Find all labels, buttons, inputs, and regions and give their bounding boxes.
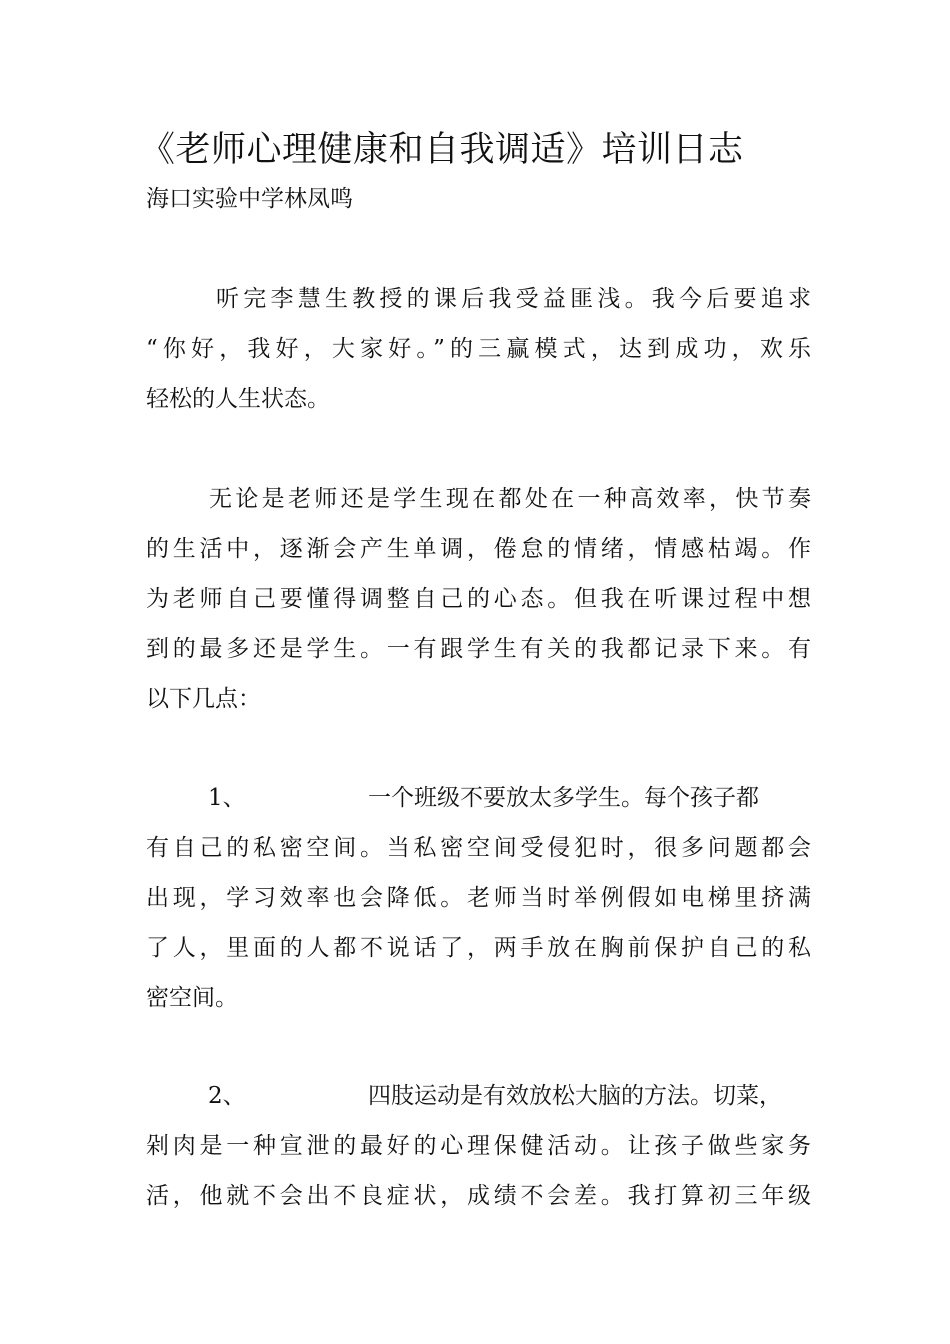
paragraph-context [146,474,811,724]
list-item-text: 一个班级不要放太多学生。每个孩子都 [368,785,759,811]
list-item-1 [146,773,811,1023]
list-item-first-line [146,1071,811,1121]
list-item-2 [146,1071,811,1221]
paragraph-intro [146,274,811,424]
paragraph-line: 无论是老师还是学生现在都处在一种高效率，快节奏 [209,486,811,512]
list-item-first-line [146,773,811,823]
paragraph-line: 剁肉是一种宣泄的最好的心理保健活动。让孩子做些家务 [146,1133,811,1159]
list-item-number: 1、 [208,785,246,811]
list-item-number: 2、 [208,1083,246,1109]
document-title: 《老师心理健康和自我调适》培训日志 [140,130,744,170]
paragraph-line: 听完李慧生教授的课后我受益匪浅。我今后要追求 [216,286,811,312]
paragraph-line: 活，他就不会出不良症状，成绩不会差。我打算初三年级 [146,1183,811,1209]
paragraph-line: 轻松的人生状态。 [146,386,330,412]
paragraph-line: 到的最多还是学生。一有跟学生有关的我都记录下来。有 [146,636,811,662]
paragraph-line: 密空间。 [146,985,238,1011]
list-item-text: 四肢运动是有效放松大脑的方法。切菜， [368,1083,782,1109]
paragraph-line: 出现，学习效率也会降低。老师当时举例假如电梯里挤满 [146,885,811,911]
paragraph-line: “你好，我好，大家好。”的三赢模式，达到成功，欢乐 [146,336,811,362]
paragraph-line: 的生活中，逐渐会产生单调，倦怠的情绪，情感枯竭。作 [146,536,811,562]
paragraph-line: 以下几点： [146,686,261,712]
paragraph-line: 了人，里面的人都不说话了，两手放在胸前保护自己的私 [146,935,811,961]
paragraph-line: 有自己的私密空间。当私密空间受侵犯时，很多问题都会 [146,835,811,861]
paragraph-line: 为老师自己要懂得调整自己的心态。但我在听课过程中想 [146,586,811,612]
author-line: 海口实验中学林凤鸣 [146,186,353,212]
